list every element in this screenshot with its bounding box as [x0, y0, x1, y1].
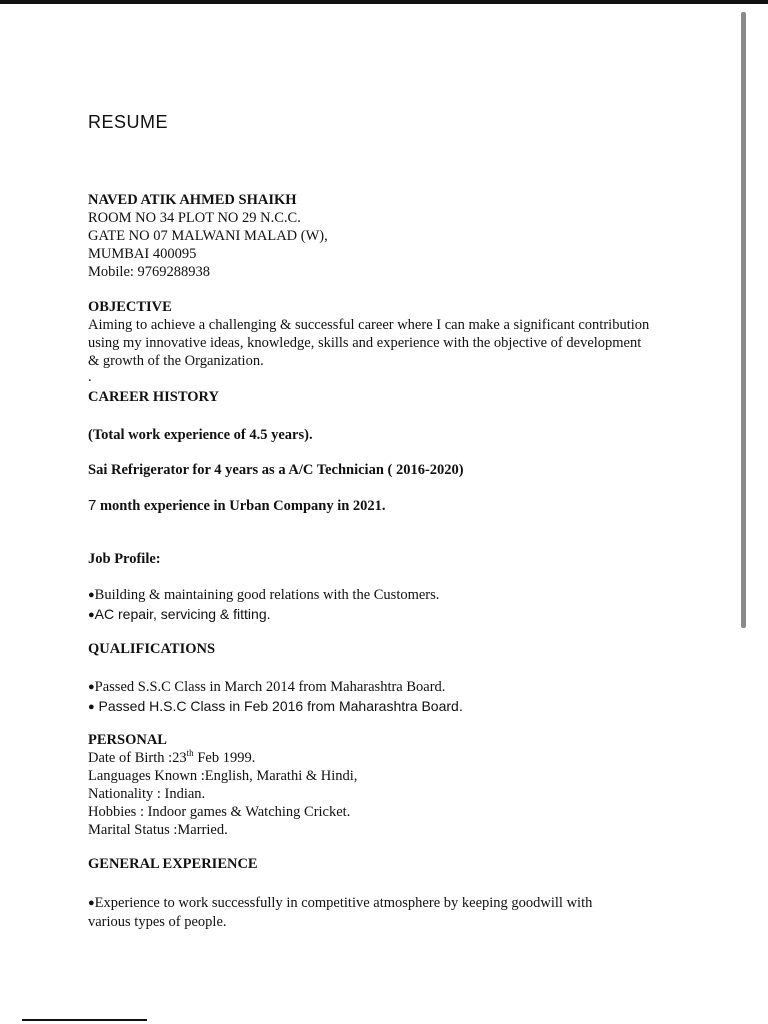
dob-month-year: Feb 1999.	[193, 750, 256, 766]
job-profile-item	[88, 586, 439, 605]
dob-suffix-sup: th	[186, 748, 194, 759]
job-1-text: Sai Refrigerator for 4 years as a A/C Technician ( 2016-2020)	[88, 462, 464, 478]
general-experience-list	[88, 894, 592, 931]
objective-section	[88, 298, 649, 384]
qualification-item	[88, 697, 463, 717]
objective-line-3: & growth of the Organization.	[88, 353, 264, 369]
job-profile-item-text: AC repair, servicing & fitting.	[94, 606, 271, 622]
career-job-1	[88, 461, 464, 479]
address-line-1: ROOM NO 34 PLOT NO 29 N.C.C.	[88, 210, 301, 226]
hobbies: Hobbies : Indoor games & Watching Cricket.	[88, 804, 351, 820]
qualifications-heading: QUALIFICATIONS	[88, 641, 216, 657]
bullet-icon: ●	[88, 681, 95, 693]
address-line-2: GATE NO 07 MALWANI MALAD (W),	[88, 228, 328, 244]
job-profile-list	[88, 586, 439, 625]
bottom-border-line	[22, 1019, 147, 1021]
stray-dot: .	[88, 369, 92, 385]
contact-section	[88, 191, 328, 281]
job-2-number: 7	[88, 497, 97, 514]
qualification-item-text: Passed H.S.C Class in Feb 2016 from Maharashtra Board.	[94, 698, 463, 714]
languages-known: Languages Known :English, Marathi & Hindi,	[88, 768, 358, 784]
general-experience-line-1: Experience to work successfully in competitive atmosphere by keeping goodwill with	[94, 895, 593, 911]
applicant-name: NAVED ATIK AHMED SHAIKH	[88, 192, 297, 208]
general-experience-line-2: various types of people.	[88, 914, 227, 930]
mobile-number: Mobile: 9769288938	[88, 264, 211, 280]
qualifications-list	[88, 678, 463, 717]
career-job-2	[88, 497, 386, 515]
objective-heading: OBJECTIVE	[88, 299, 172, 315]
bullet-icon: ●	[88, 609, 95, 621]
address-line-3: MUMBAI 400095	[88, 246, 197, 262]
bullet-icon: ●	[88, 701, 95, 713]
total-experience-text: (Total work experience of 4.5 years).	[88, 427, 313, 443]
job-2-text: month experience in Urban Company in 2021.	[96, 498, 386, 514]
career-total-experience	[88, 426, 313, 444]
objective-line-2: using my innovative ideas, knowledge, skills and experience with the objective of development	[88, 335, 642, 351]
marital-status: Marital Status :Married.	[88, 822, 228, 838]
personal-heading: PERSONAL	[88, 732, 167, 748]
job-profile-section	[88, 550, 161, 568]
nationality: Nationality : Indian.	[88, 786, 206, 802]
job-profile-item	[88, 605, 439, 625]
career-history-heading: CAREER HISTORY	[88, 389, 219, 405]
bullet-icon: ●	[88, 897, 95, 909]
bullet-icon: ●	[88, 589, 95, 601]
personal-section	[88, 731, 357, 839]
job-profile-heading: Job Profile:	[88, 551, 161, 567]
general-experience-section	[88, 855, 258, 873]
career-history-section	[88, 388, 219, 406]
top-border-line	[0, 0, 768, 4]
date-of-birth	[88, 749, 357, 767]
qualifications-section	[88, 640, 215, 658]
scrollbar-thumb[interactable]	[741, 12, 746, 628]
general-experience-item	[88, 894, 592, 913]
objective-line-1: Aiming to achieve a challenging & successful career where I can make a significant contribution	[88, 317, 650, 333]
qualification-item-text: Passed S.S.C Class in March 2014 from Maharashtra Board.	[94, 679, 446, 695]
general-experience-heading: GENERAL EXPERIENCE	[88, 856, 258, 872]
job-profile-item-text: Building & maintaining good relations with the Customers.	[94, 587, 440, 603]
dob-prefix: Date of Birth :23	[88, 750, 187, 766]
qualification-item	[88, 678, 463, 697]
document-title: RESUME	[88, 112, 169, 132]
